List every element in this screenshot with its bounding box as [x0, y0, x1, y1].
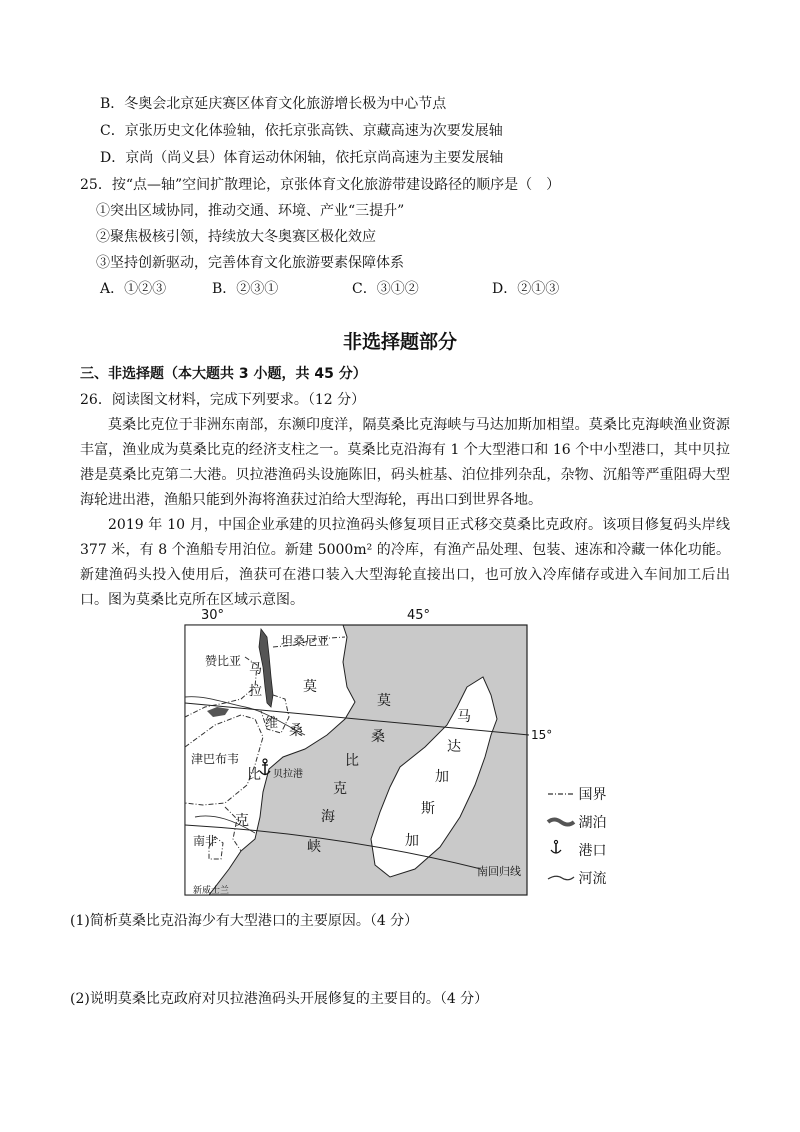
q26-sub2: (2)说明莫桑比克政府对贝拉港渔码头开展修复的主要目的。（4 分） [70, 991, 489, 1007]
label-zimbabwe: 津巴布韦 [191, 752, 240, 766]
legend-port [548, 840, 606, 860]
lon-label-30: 30° [201, 608, 225, 623]
legend-label-border: 国界 [578, 787, 607, 803]
legend-label-river: 河流 [578, 871, 607, 887]
label-beira-port: 贝拉港 [273, 769, 303, 780]
legend-border [548, 784, 606, 804]
legend-label-port: 港口 [578, 843, 607, 859]
q26-paragraph-1: 莫桑比克位于非洲东南部，东濒印度洋，隔莫桑比克海峡与马达加斯加相望。莫桑比克海峡渔业资源丰富，渔业成为莫桑比克的经济支柱之一。莫桑比克沿海有 1 个大型港口和 16 个中小型港口，其中贝拉港是莫桑比克第二大港。贝拉港渔码头设施陈旧，码头桩基、泊位排列杂乱，杂物、沉船等严重阻碍大型海轮进出港，渔船只能到外海将渔获过泊给大型海轮，再出口到世界各地。 [80, 417, 730, 508]
lon-label-45: 45° [407, 608, 431, 623]
section-title: 非选择题部分 [342, 331, 457, 353]
q24-option-d: D．京尚（尚义县）体育运动休闲轴，依托京尚高速为主要发展轴 [100, 150, 504, 166]
label-malawi-1: 马 [249, 662, 263, 677]
anchor-legend-icon [548, 841, 574, 855]
label-channel-3: 比 [345, 753, 359, 769]
q25-choice-a: A．①②③ [100, 281, 167, 297]
lat-label-15: 15° [531, 728, 553, 742]
section3-heading: 三、非选择题（本大题共 3 小题，共 45 分） [80, 366, 367, 382]
label-south-africa: 南非 [193, 834, 218, 848]
q25-item-3: ③坚持创新驱动，完善体育文化旅游要素保障体系 [96, 255, 404, 271]
label-mozambique-4: 克 [235, 813, 249, 829]
label-tanzania: 坦桑尼亚 [281, 634, 330, 648]
q25-choice-c: C．③①② [352, 281, 419, 297]
q25-item-1: ①突出区域协同，推动交通、环境、产业“三提升” [96, 203, 405, 219]
label-madagascar-1: 马 [457, 709, 471, 725]
q25-item-2: ②聚焦极核引领，持续放大冬奥赛区极化效应 [96, 229, 376, 245]
q26-paragraph-2: 2019 年 10 月，中国企业承建的贝拉渔码头修复项目正式移交莫桑比克政府。该项目修复码头岸线 377 米，有 8 个渔船专用泊位。新建 5000m² 的冷库，有渔产品处理、包装、速冻和冷藏一体化功能。新建渔码头投入使用后，渔获可在港口装入大型海轮直接出口，也可放入冷库储存或进入车间加工后出口。图为莫桑比克所在区域示意图。 [80, 517, 730, 608]
label-channel-5: 海 [321, 809, 335, 825]
label-mozambique-1: 莫 [303, 679, 317, 695]
q26-sub1: (1)简析莫桑比克沿海少有大型港口的主要原因。（4 分） [70, 913, 419, 929]
q25-choice-d: D．②①③ [492, 281, 560, 297]
q25-choice-b: B．②③① [212, 281, 279, 297]
label-malawi-2: 拉 [249, 684, 263, 699]
border-legend-icon [548, 789, 574, 799]
legend-river [548, 868, 606, 888]
lake-legend-icon [548, 817, 574, 827]
legend-lake [548, 812, 606, 832]
label-madagascar-4: 斯 [421, 801, 435, 817]
label-swaziland: 新威士兰 [193, 886, 230, 896]
q24-option-b: B．冬奥会北京延庆赛区体育文化旅游增长极为中心节点 [100, 96, 447, 112]
label-mozambique-2: 桑 [289, 723, 303, 739]
river-legend-icon [548, 873, 574, 883]
q24-option-c: C．京张历史文化体验轴，依托京张高铁、京藏高速为次要发展轴 [100, 123, 503, 139]
label-madagascar-5: 加 [405, 833, 419, 849]
label-channel-4: 克 [333, 781, 347, 797]
region-map [185, 607, 553, 897]
label-channel-2: 桑 [371, 729, 385, 745]
label-madagascar-3: 加 [435, 769, 449, 785]
q25-stem: 25．按“点—轴”空间扩散理论，京张体育文化旅游带建设路径的顺序是（ ） [80, 177, 561, 193]
label-channel-1: 莫 [377, 693, 391, 709]
label-zambia: 赞比亚 [205, 654, 242, 668]
label-mozambique-3: 比 [247, 767, 261, 783]
label-malawi-3: 维 [265, 716, 279, 731]
label-channel-6: 峡 [307, 839, 321, 855]
q26-stem: 26．阅读图文材料，完成下列要求。（12 分） [80, 392, 366, 408]
legend-label-lake: 湖泊 [578, 815, 607, 831]
label-madagascar-2: 达 [447, 739, 461, 755]
label-tropic: 南回归线 [477, 865, 521, 878]
